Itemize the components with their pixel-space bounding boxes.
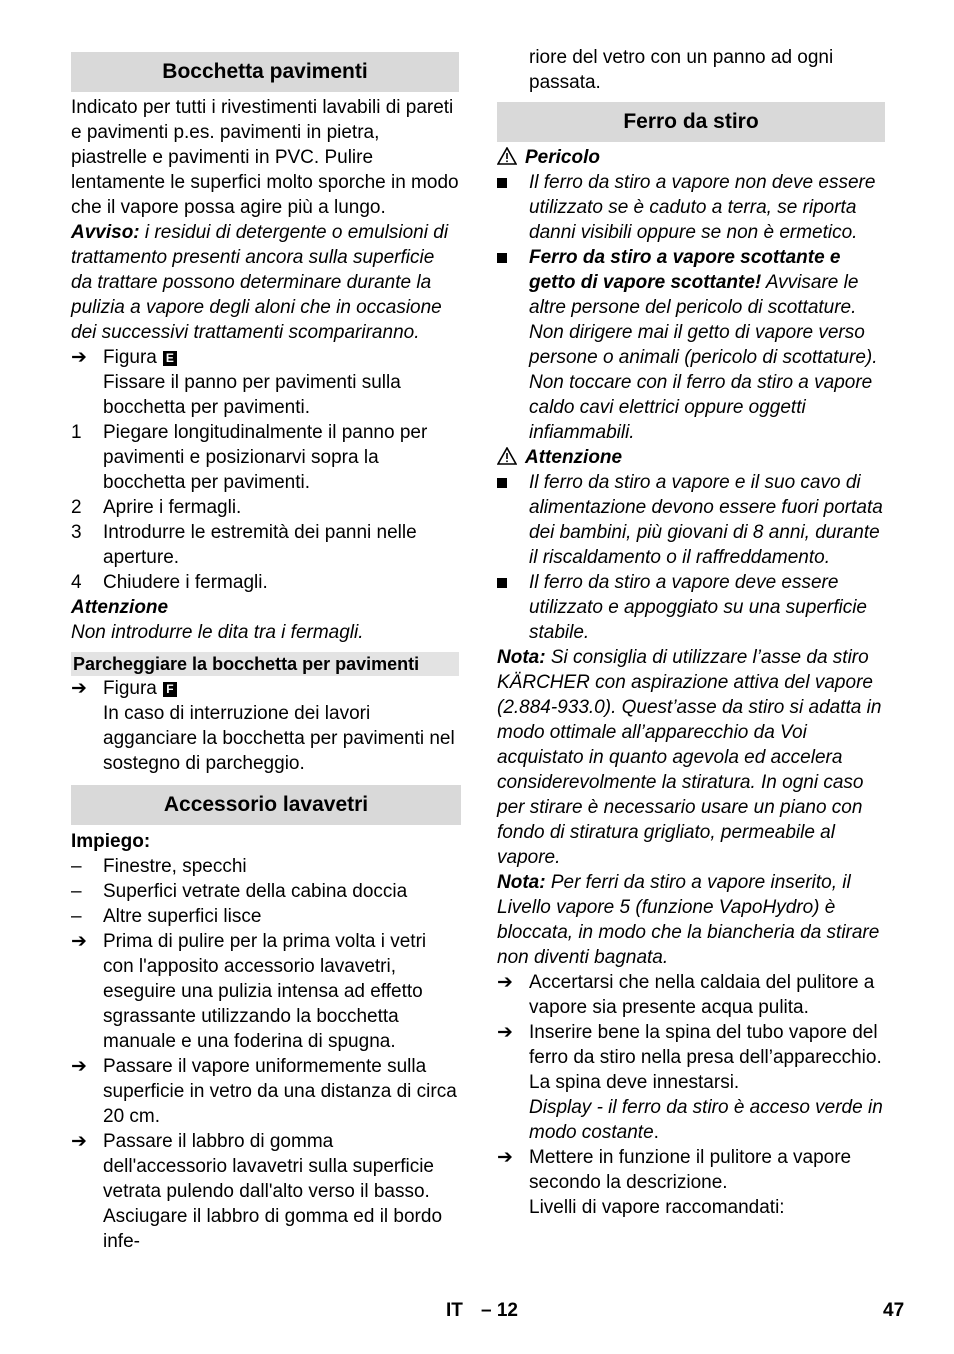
usage-item xyxy=(71,904,459,929)
section-heading-floor-nozzle: Bocchetta pavimenti xyxy=(71,52,459,92)
arrow-right-icon: ➔ xyxy=(71,1131,87,1152)
continued-text: riore del vetro con un panno ad ogni passata. xyxy=(529,47,834,93)
danger-label: Pericolo xyxy=(525,147,600,168)
step-item xyxy=(71,495,459,520)
usage-text: Altre superfici lisce xyxy=(103,906,262,927)
arrow-right-icon: ➔ xyxy=(497,1022,513,1043)
figure-f-text: In caso di interruzione dei lavori agganciare la bocchetta per pavimenti nel sostegno di parcheggio. xyxy=(103,703,455,774)
figure-e-badge: E xyxy=(163,351,177,366)
danger-item xyxy=(497,170,885,245)
square-bullet-icon xyxy=(497,170,527,195)
note-label: Nota: xyxy=(497,647,546,668)
note-label: Nota: xyxy=(497,872,546,893)
subheading-parking: Parcheggiare la bocchetta per pavimenti xyxy=(71,652,459,676)
figure-label: Figura xyxy=(103,678,157,699)
step-text: Aprire i fermagli. xyxy=(103,497,242,518)
attention-text: Il ferro da stiro a vapore deve essere utilizzato e appoggiato su una superficie stabile. xyxy=(529,572,868,643)
warning-triangle-icon xyxy=(497,147,517,165)
page-number: 47 xyxy=(883,1300,905,1321)
usage-item xyxy=(71,854,459,879)
arrow-right-icon: ➔ xyxy=(71,1056,87,1077)
arrow-step xyxy=(497,1145,885,1220)
attention-text: Il ferro da stiro a vapore e il suo cavo di alimentazione devono essere fuori portata dei bambini, più giovani di 8 anni, durante il riscaldamento o il raffreddamento. xyxy=(529,472,883,568)
arrow-right-icon: ➔ xyxy=(497,1147,513,1168)
attention-heading xyxy=(497,445,885,470)
arrow-step xyxy=(71,1129,459,1254)
dash-icon: – xyxy=(71,856,82,877)
square-bullet-icon xyxy=(497,245,527,270)
square-bullet-icon xyxy=(497,470,527,495)
dash-icon: – xyxy=(71,881,82,902)
note-text: Per ferri da stiro a vapore inserito, il Livello vapore 5 (funzione VapoHydro) è bloccata, in modo che la biancheria da stirare non diventi bagnata. xyxy=(497,872,880,968)
arrow-right-icon: ➔ xyxy=(71,931,87,952)
arrow-right-icon: ➔ xyxy=(497,972,513,993)
notice-paragraph xyxy=(71,220,459,345)
figure-e-text: Fissare il panno per pavimenti sulla bocchetta per pavimenti. xyxy=(103,372,401,418)
danger-text: Avvisare le altre persone del pericolo di scottature. Non dirigere mai il getto di vapore verso persone o animali (pericolo di scottature). Non toccare con il ferro da stiro a vapore caldo cavi elettrici oppure oggetti infiammabili. xyxy=(529,272,878,443)
attention-label: Attenzione xyxy=(71,597,169,618)
warning-triangle-icon xyxy=(497,447,517,465)
step-item xyxy=(71,420,459,495)
usage-label: Impiego: xyxy=(71,831,151,852)
arrow-step-text: Passare il vapore uniformemente sulla superficie in vetro da una distanza di circa 20 cm. xyxy=(103,1056,457,1127)
figure-label: Figura xyxy=(103,347,157,368)
danger-item xyxy=(497,245,885,445)
note-paragraph xyxy=(497,870,885,970)
step-text: Piegare longitudinalmente il panno per pavimenti e posizionarvi sopra la bocchetta per pavimenti. xyxy=(103,422,428,493)
step-number: 3 xyxy=(71,522,82,543)
arrow-step xyxy=(497,970,885,1020)
arrow-right-icon: ➔ xyxy=(71,678,87,699)
section-heading-iron: Ferro da stiro xyxy=(497,102,885,142)
note-paragraph xyxy=(497,645,885,870)
step-text: Chiudere i fermagli. xyxy=(103,572,268,593)
left-column xyxy=(71,45,459,1254)
footer-section-page: – 12 xyxy=(481,1300,518,1321)
attention-label: Attenzione xyxy=(525,447,623,468)
danger-heading xyxy=(497,145,885,170)
footer-language: IT xyxy=(446,1300,463,1321)
usage-text: Superfici vetrate della cabina doccia xyxy=(103,881,408,902)
danger-bold-text: Ferro da stiro a vapore scottante e getto di vapore scottante! xyxy=(529,247,841,293)
step-item xyxy=(71,570,459,595)
arrow-step-text: Inserire bene la spina del tubo vapore del ferro da stiro nella presa dell’apparecchio. La spina deve innestarsi. xyxy=(529,1022,882,1093)
danger-text: Il ferro da stiro a vapore non deve essere utilizzato se è caduto a terra, se riporta danni visibili oppure se non è ermetico. xyxy=(529,172,876,243)
arrow-step-text: Accertarsi che nella caldaia del pulitore a vapore sia presente acqua pulita. xyxy=(529,972,875,1018)
dash-icon: – xyxy=(71,906,82,927)
steam-levels-label: Livelli di vapore raccomandati: xyxy=(529,1197,785,1218)
attention-text: Non introdurre le dita tra i fermagli. xyxy=(71,622,364,643)
notice-text: i residui di detergente o emulsioni di trattamento presenti ancora sulla superficie da trattare possono determinare durante la pulizia a vapore degli aloni che in occasione dei successivi trattamenti scompariranno. xyxy=(71,222,449,343)
floor-nozzle-description: Indicato per tutti i rivestimenti lavabili di pareti e pavimenti p.es. pavimenti in pietra, piastrelle e pavimenti in PVC. Pulire lentamente le superfici molto sporche in modo che il vapore possa agire più a lungo. xyxy=(71,97,459,218)
step-item xyxy=(71,520,459,570)
usage-text: Finestre, specchi xyxy=(103,856,247,877)
step-number: 1 xyxy=(71,422,82,443)
step-text: Introdurre le estremità dei panni nelle aperture. xyxy=(103,522,417,568)
right-column xyxy=(497,45,885,1220)
usage-item xyxy=(71,879,459,904)
arrow-step xyxy=(71,929,459,1054)
period: . xyxy=(653,1122,659,1143)
attention-item xyxy=(497,470,885,570)
arrow-right-icon: ➔ xyxy=(71,347,87,368)
arrow-step xyxy=(497,1020,885,1145)
arrow-step-text: Prima di pulire per la prima volta i vetri con l'apposito accessorio lavavetri, eseguire una pulizia intensa ad effetto sgrassante utilizzando la bocchetta manuale e una foderina di spugna. xyxy=(103,931,427,1052)
attention-item xyxy=(497,570,885,645)
square-bullet-icon xyxy=(497,570,527,595)
figure-e-instruction xyxy=(71,345,459,420)
display-status-text: Display - il ferro da stiro è acceso verde in modo costante xyxy=(529,1097,883,1143)
step-number: 4 xyxy=(71,572,82,593)
arrow-step-text: Passare il labbro di gomma dell'accessorio lavavetri sulla superficie vetrata pulendo dall'alto verso il basso. Asciugare il labbro di gomma ed il bordo infe- xyxy=(103,1131,443,1252)
figure-f-badge: F xyxy=(163,682,177,697)
section-heading-window-accessory: Accessorio lavavetri xyxy=(71,785,461,825)
step-number: 2 xyxy=(71,497,82,518)
note-text: Si consiglia di utilizzare l’asse da stiro KÄRCHER con aspirazione attiva del vapore (2.884-933.0). Quest’asse da stiro si adatta in modo ottimale all’apparecchio da Voi acquistato in quanto agevola ed accelera considerevolmente la stiratura. In ogni caso per stirare è necessario usare un piano con fondo di stiratura grigliato, permeabile al vapore. xyxy=(497,647,882,868)
figure-f-instruction xyxy=(71,676,459,776)
arrow-step-text: Mettere in funzione il pulitore a vapore secondo la descrizione. xyxy=(529,1147,852,1193)
arrow-step xyxy=(71,1054,459,1129)
notice-label: Avviso: xyxy=(71,222,140,243)
